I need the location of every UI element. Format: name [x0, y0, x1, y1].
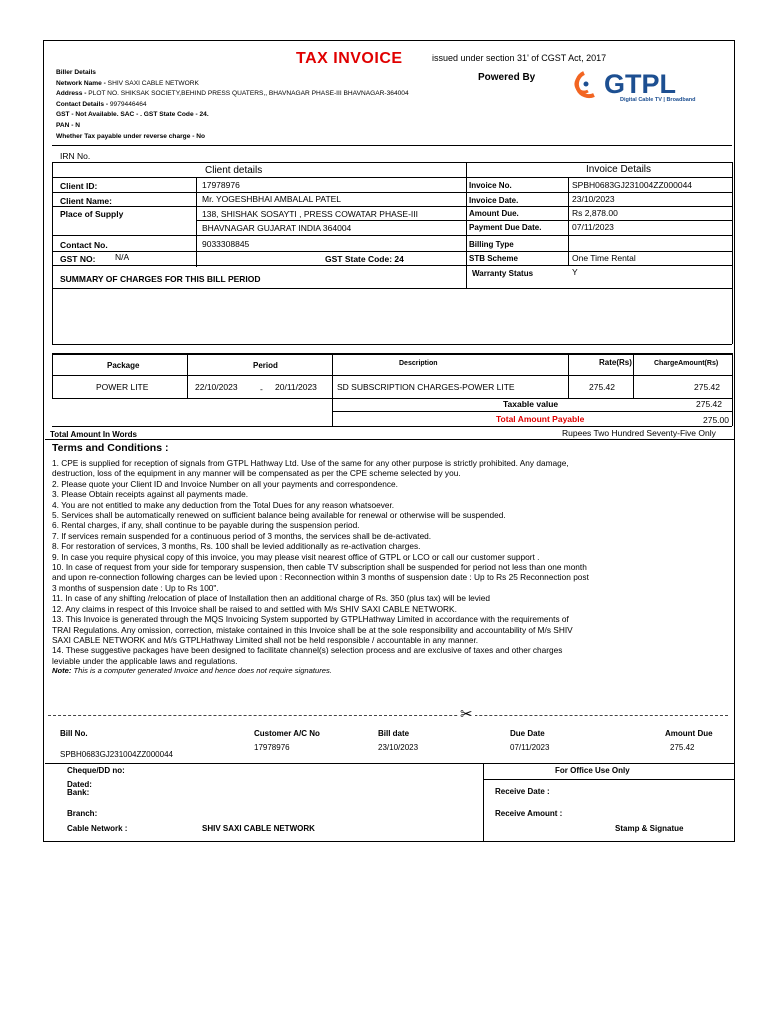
- client-id-label: Client ID:: [60, 181, 98, 191]
- invoice-frame: [43, 40, 735, 842]
- customer-ac-value: 17978976: [254, 743, 290, 752]
- col-rate: Rate(Rs): [599, 358, 632, 367]
- pan-line: PAN - N: [56, 121, 81, 129]
- row-description: SD SUBSCRIPTION CHARGES-POWER LITE: [337, 382, 515, 392]
- svg-text:GTPL: GTPL: [604, 69, 676, 99]
- client-name-value: Mr. YOGESHBHAI AMBALAL PATEL: [202, 194, 342, 204]
- terms-line: 3 months of suspension date : Up to Rs 100".: [52, 582, 219, 593]
- taxable-value-label: Taxable value: [503, 399, 559, 409]
- terms-line: 2. Please quote your Client ID and Invoice Number on all your payments and correspondence.: [52, 478, 398, 489]
- bank-label: Bank:: [67, 788, 90, 797]
- client-id-value: 17978976: [202, 180, 240, 190]
- receive-amount-label: Receive Amount :: [495, 809, 563, 818]
- warranty-status-value: Y: [572, 267, 578, 277]
- scissors-icon: ✂: [460, 706, 473, 723]
- place-of-supply-label: Place of Supply: [60, 209, 124, 219]
- client-details-heading: Client details: [205, 165, 263, 176]
- slip-amount-label: Amount Due: [665, 729, 713, 738]
- bill-no-value: SPBH0683GJ231004ZZ000044: [60, 750, 173, 759]
- terms-line: destruction, loss of the equipment in any manner will be compensated as per the CPE scheme selected by you.: [52, 468, 461, 479]
- warranty-status-label: Warranty Status: [472, 269, 534, 278]
- place-of-supply-line2: BHAVNAGAR GUJARAT INDIA 364004: [202, 223, 352, 233]
- stamp-signature-label: Stamp & Signatue: [615, 824, 684, 833]
- row-period-sep: -: [260, 384, 263, 394]
- terms-heading: Terms and Conditions :: [52, 442, 169, 454]
- payment-due-value: 07/11/2023: [572, 222, 614, 232]
- client-name-label: Client Name:: [60, 196, 112, 206]
- place-of-supply-line1: 138, SHISHAK SOSAYTI , PRESS COWATAR PHASE-III: [202, 209, 419, 219]
- terms-line: 8. For restoration of services, 3 months, Rs. 100 shall be levied additionally as re-activation charges.: [52, 541, 421, 552]
- terms-line: 11. In case of any shifting /relocation of place of Installation then an additional charge of Rs. 350 (plus tax) will be levied: [52, 593, 490, 604]
- terms-line: 9. In case you require physical copy of this invoice, you may please visit nearest office of GTPL or LCO or call our customer support .: [52, 551, 540, 562]
- amount-in-words-label: Total Amount In Words: [50, 430, 137, 439]
- terms-line: and upon re-connection following charges can be levied upon : Reconnection within 3 months of suspension date : Up to Rs 25 Reconnection post: [52, 572, 589, 583]
- slip-amount-value: 275.42: [670, 743, 695, 752]
- office-use-label: For Office Use Only: [555, 766, 630, 775]
- svg-text:Digital Cable TV | Broadband: Digital Cable TV | Broadband: [620, 97, 696, 103]
- bill-no-label: Bill No.: [60, 729, 88, 738]
- col-period: Period: [253, 361, 278, 370]
- stb-scheme-label: STB Scheme: [469, 254, 518, 263]
- issued-under-text: issued under section 31' of CGST Act, 2017: [432, 53, 607, 63]
- note-text: This is a computer generated Invoice and hence does not require signatures.: [71, 666, 332, 676]
- total-payable-label: Total Amount Payable: [496, 414, 585, 424]
- gst-no-label: GST NO:: [60, 254, 96, 264]
- terms-line: 13. This Invoice is generated through the MQS Invoicing System supported by GTPLHathway Limited in accordance with the requirements of: [52, 614, 569, 625]
- invoice-no-value: SPBH0683GJ231004ZZ000044: [572, 180, 693, 190]
- terms-list: [52, 458, 732, 677]
- row-period-to: 20/11/2023: [275, 382, 317, 392]
- contact-details-value: 9979446464: [109, 100, 147, 108]
- invoice-details-heading: Invoice Details: [586, 164, 652, 175]
- contact-no-value: 9033308845: [202, 239, 250, 249]
- terms-line: SAXI CABLE NETWORK and M/s GTPLHathway Limited shall not be held responsible / accountable in any manner.: [52, 634, 479, 645]
- receive-date-label: Receive Date :: [495, 787, 550, 796]
- gst-state-code: GST State Code: 24: [325, 254, 404, 264]
- due-date-label: Due Date: [510, 729, 545, 738]
- col-package: Package: [107, 361, 140, 370]
- network-name-value: SHIV SAXI CABLE NETWORK: [107, 79, 199, 87]
- contact-line: [56, 100, 466, 111]
- address-value: PLOT NO. SHIKSAK SOCIETY,BEHIND PRESS QUATERS,, BHAVNAGAR PHASE-III BHAVNAGAR-364004: [88, 90, 409, 98]
- terms-line: 3. Please Obtain receipts against all payments made.: [52, 489, 249, 500]
- billing-type-label: Billing Type: [469, 240, 514, 249]
- gst-no-value: N/A: [115, 252, 130, 262]
- due-date-value: 07/11/2023: [510, 743, 550, 752]
- invoice-title: TAX INVOICE: [296, 50, 403, 67]
- terms-line: 4. You are not entitled to make any deduction from the Total Dues for any reason whatsoever.: [52, 499, 395, 510]
- terms-line: 7. If services remain suspended for a continuous period of 3 months, the services shall be de-activated.: [52, 530, 432, 541]
- col-charge-amount: ChargeAmount(Rs): [654, 360, 719, 367]
- gtpl-logo: [570, 67, 730, 103]
- terms-line: leviable under the applicable laws and regulations.: [52, 655, 238, 666]
- powered-by-label: Powered By: [478, 72, 536, 83]
- invoice-no-label: Invoice No.: [469, 181, 512, 190]
- payment-due-label: Payment Due Date.: [469, 223, 542, 232]
- cable-network-value: SHIV SAXI CABLE NETWORK: [202, 824, 315, 833]
- total-payable-value: 275.00: [703, 415, 729, 425]
- bill-date-label: Bill date: [378, 729, 410, 738]
- stb-scheme-value: One Time Rental: [572, 253, 636, 263]
- terms-note: [52, 666, 732, 676]
- biller-heading: Biller Details: [56, 69, 96, 76]
- network-name-line: [56, 79, 466, 90]
- cheque-label: Cheque/DD no:: [67, 766, 125, 775]
- terms-line: 5. Services shall be automatically renewed on sufficient balance being available for renewal or otherwise will be suspended.: [52, 510, 506, 521]
- amount-due-value: Rs 2,878.00: [572, 208, 618, 218]
- amount-due-label: Amount Due.: [469, 209, 519, 218]
- reverse-charge-line: Whether Tax payable under reverse charge - No: [56, 132, 206, 140]
- terms-line: 14. These suggestive packages have been designed to facilitate channel(s) selection process and are exclusive of taxes and other charges: [52, 645, 563, 656]
- row-amount: 275.42: [694, 382, 720, 392]
- address-label: Address -: [56, 90, 89, 98]
- terms-line: 6. Rental charges, if any, shall continue to be payable during the suspension period.: [52, 520, 360, 531]
- note-label: Note:: [52, 666, 72, 676]
- cut-line: [48, 715, 728, 716]
- row-package: POWER LITE: [96, 382, 149, 392]
- contact-details-label: Contact Details -: [56, 100, 110, 108]
- terms-line: 1. CPE is supplied for reception of signals from GTPL Hathway Ltd. Use of the same for any other purpose is strictly prohibited. Any damage,: [52, 458, 569, 468]
- invoice-date-value: 23/10/2023: [572, 194, 615, 204]
- row-rate: 275.42: [589, 382, 615, 392]
- address-line: [56, 89, 466, 100]
- invoice-date-label: Invoice Date.: [469, 196, 519, 205]
- cable-network-label: Cable Network :: [67, 824, 128, 833]
- terms-line: TRAI Regulations. Any omission, correction, mistake contained in this Invoice shall be at the sole responsibility and accountability of M/s SHIV: [52, 624, 573, 635]
- network-name-label: Network Name -: [56, 79, 108, 87]
- customer-ac-label: Customer A/C No: [254, 729, 320, 738]
- taxable-value: 275.42: [696, 399, 722, 409]
- branch-label: Branch:: [67, 809, 98, 818]
- terms-line: 12. Any claims in respect of this Invoice shall be raised to and settled with M/s SHIV SAXI CABLE NETWORK.: [52, 603, 457, 614]
- contact-no-label: Contact No.: [60, 240, 108, 250]
- gtpl-logo-icon: [570, 67, 730, 103]
- amount-in-words-value: Rupees Two Hundred Seventy-Five Only: [562, 428, 716, 438]
- summary-label: SUMMARY OF CHARGES FOR THIS BILL PERIOD: [60, 274, 261, 284]
- row-period-from: 22/10/2023: [195, 382, 238, 392]
- bill-date-value: 23/10/2023: [378, 743, 419, 752]
- dated-label: Dated:: [67, 780, 92, 789]
- terms-line: 10. In case of request from your side for temporary suspension, then cable TV subscription shall be suspended for period not less than one month: [52, 562, 587, 573]
- gst-line: GST - Not Available. SAC - . GST State Code - 24.: [56, 111, 209, 119]
- biller-details: [56, 68, 466, 142]
- col-description: Description: [399, 360, 438, 367]
- irn-label: IRN No.: [60, 151, 91, 161]
